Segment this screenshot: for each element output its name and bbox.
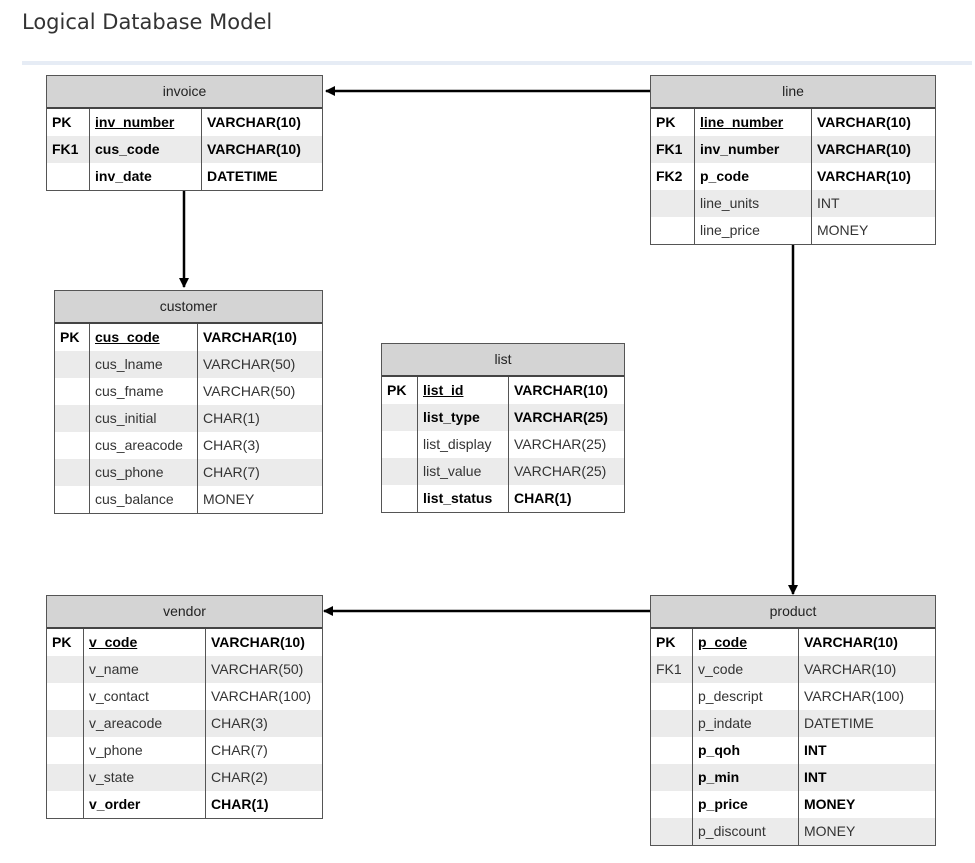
key-marker [651,791,693,818]
column-name: inv_date [90,163,202,190]
column-name: v_name [84,656,206,683]
column-name: cus_areacode [90,432,198,459]
column-name: p_qoh [693,737,799,764]
column-name: cus_fname [90,378,198,405]
column-name: list_status [418,485,509,512]
table-row [382,377,624,404]
table-row [651,737,935,764]
key-marker: FK2 [651,163,695,190]
key-marker: PK [47,109,90,136]
column-name: p_code [695,163,812,190]
key-marker [55,432,90,459]
column-type: INT [817,195,840,211]
table-row [55,486,322,513]
page-title: Logical Database Model [22,10,273,34]
column-name: p_discount [693,818,799,845]
column-name: p_price [693,791,799,818]
key-marker [651,190,695,217]
column-type: CHAR(3) [203,437,260,453]
column-type: CHAR(1) [211,796,269,812]
table-row [55,432,322,459]
column-name: p_min [693,764,799,791]
column-name: line_price [695,217,812,244]
column-type: DATETIME [804,715,874,731]
key-marker [55,351,90,378]
column-name: line_units [695,190,812,217]
column-name: list_type [418,404,509,431]
table-row [651,629,935,656]
table-row [651,683,935,710]
key-marker [47,163,90,190]
table-row [651,656,935,683]
key-marker [382,485,418,512]
table-row [47,764,322,791]
column-type: DATETIME [207,168,278,184]
table-row [47,136,322,163]
key-marker: FK1 [651,136,695,163]
column-type: VARCHAR(10) [804,661,897,677]
table-row [651,190,935,217]
table-row [47,109,322,136]
key-marker [47,683,84,710]
column-type: VARCHAR(10) [203,329,297,345]
table-row [651,163,935,190]
column-type: VARCHAR(25) [514,436,607,452]
key-marker [55,459,90,486]
key-marker [47,764,84,791]
column-type: MONEY [203,491,255,507]
column-type: CHAR(1) [203,410,260,426]
column-name: list_display [418,431,509,458]
column-name: line_number [695,109,812,136]
key-marker [651,217,695,244]
column-type: INT [804,769,827,785]
table-row [47,163,322,190]
column-type: VARCHAR(10) [817,168,911,184]
key-marker: FK1 [651,656,693,683]
table-row [55,324,322,351]
column-name: v_code [693,656,799,683]
table-row [55,378,322,405]
column-type: MONEY [804,796,856,812]
table-row [651,791,935,818]
key-marker [55,486,90,513]
column-name: v_code [84,629,206,656]
entity-vendor[interactable] [46,595,323,819]
column-name: cus_balance [90,486,198,513]
table-row [55,405,322,432]
entity-customer-header: customer [55,291,322,324]
table-row [47,791,322,818]
key-marker [47,710,84,737]
column-name: list_value [418,458,509,485]
entity-line[interactable] [650,75,936,245]
entity-customer[interactable] [54,290,323,514]
column-name: cus_code [90,136,202,163]
key-marker [55,405,90,432]
column-type: MONEY [817,222,869,238]
table-row [651,109,935,136]
table-row [47,710,322,737]
column-type: VARCHAR(10) [817,114,911,130]
column-name: v_areacode [84,710,206,737]
column-type: VARCHAR(50) [211,661,304,677]
column-name: p_descript [693,683,799,710]
key-marker [651,764,693,791]
column-type: VARCHAR(50) [203,356,296,372]
entity-product[interactable] [650,595,936,846]
key-marker: PK [651,109,695,136]
key-marker: PK [55,324,90,351]
column-type: VARCHAR(10) [211,634,305,650]
table-row [651,217,935,244]
entity-line-header: line [651,76,935,109]
table-row [55,351,322,378]
table-row [382,485,624,512]
key-marker: FK1 [47,136,90,163]
key-marker: PK [651,629,693,656]
column-type: VARCHAR(25) [514,463,607,479]
column-name: v_order [84,791,206,818]
column-name: list_id [418,377,509,404]
column-name: v_contact [84,683,206,710]
key-marker [47,791,84,818]
key-marker [651,818,693,845]
column-name: cus_lname [90,351,198,378]
column-type: VARCHAR(50) [203,383,296,399]
column-name: cus_phone [90,459,198,486]
table-row [651,818,935,845]
entity-vendor-header: vendor [47,596,322,629]
table-row [47,656,322,683]
table-row [55,459,322,486]
key-marker [651,710,693,737]
table-row [382,458,624,485]
entity-list[interactable] [381,343,625,513]
column-type: VARCHAR(10) [514,382,608,398]
key-marker: PK [382,377,418,404]
table-row [47,629,322,656]
key-marker [382,431,418,458]
column-name: inv_number [90,109,202,136]
key-marker [651,683,693,710]
key-marker [382,404,418,431]
table-row [651,764,935,791]
key-marker [651,737,693,764]
table-row [651,710,935,737]
entity-invoice-header: invoice [47,76,322,109]
column-type: CHAR(7) [211,742,268,758]
column-name: p_code [693,629,799,656]
column-type: CHAR(3) [211,715,268,731]
entity-list-header: list [382,344,624,377]
column-type: CHAR(1) [514,490,572,506]
column-name: cus_initial [90,405,198,432]
column-name: v_phone [84,737,206,764]
entity-invoice[interactable] [46,75,323,191]
column-name: p_indate [693,710,799,737]
column-name: v_state [84,764,206,791]
table-row [382,431,624,458]
column-type: VARCHAR(100) [804,688,905,704]
column-name: cus_code [90,324,198,351]
key-marker [47,737,84,764]
column-type: CHAR(7) [203,464,260,480]
column-type: CHAR(2) [211,769,268,785]
table-row [382,404,624,431]
table-row [47,737,322,764]
column-type: INT [804,742,827,758]
column-type: MONEY [804,823,856,839]
column-type: VARCHAR(25) [514,409,608,425]
column-name: inv_number [695,136,812,163]
column-type: VARCHAR(10) [817,141,911,157]
column-type: VARCHAR(100) [211,688,312,704]
column-type: VARCHAR(10) [207,114,301,130]
key-marker [55,378,90,405]
key-marker [47,656,84,683]
entity-product-header: product [651,596,935,629]
table-row [47,683,322,710]
column-type: VARCHAR(10) [207,141,301,157]
column-type: VARCHAR(10) [804,634,898,650]
key-marker: PK [47,629,84,656]
key-marker [382,458,418,485]
table-row [651,136,935,163]
